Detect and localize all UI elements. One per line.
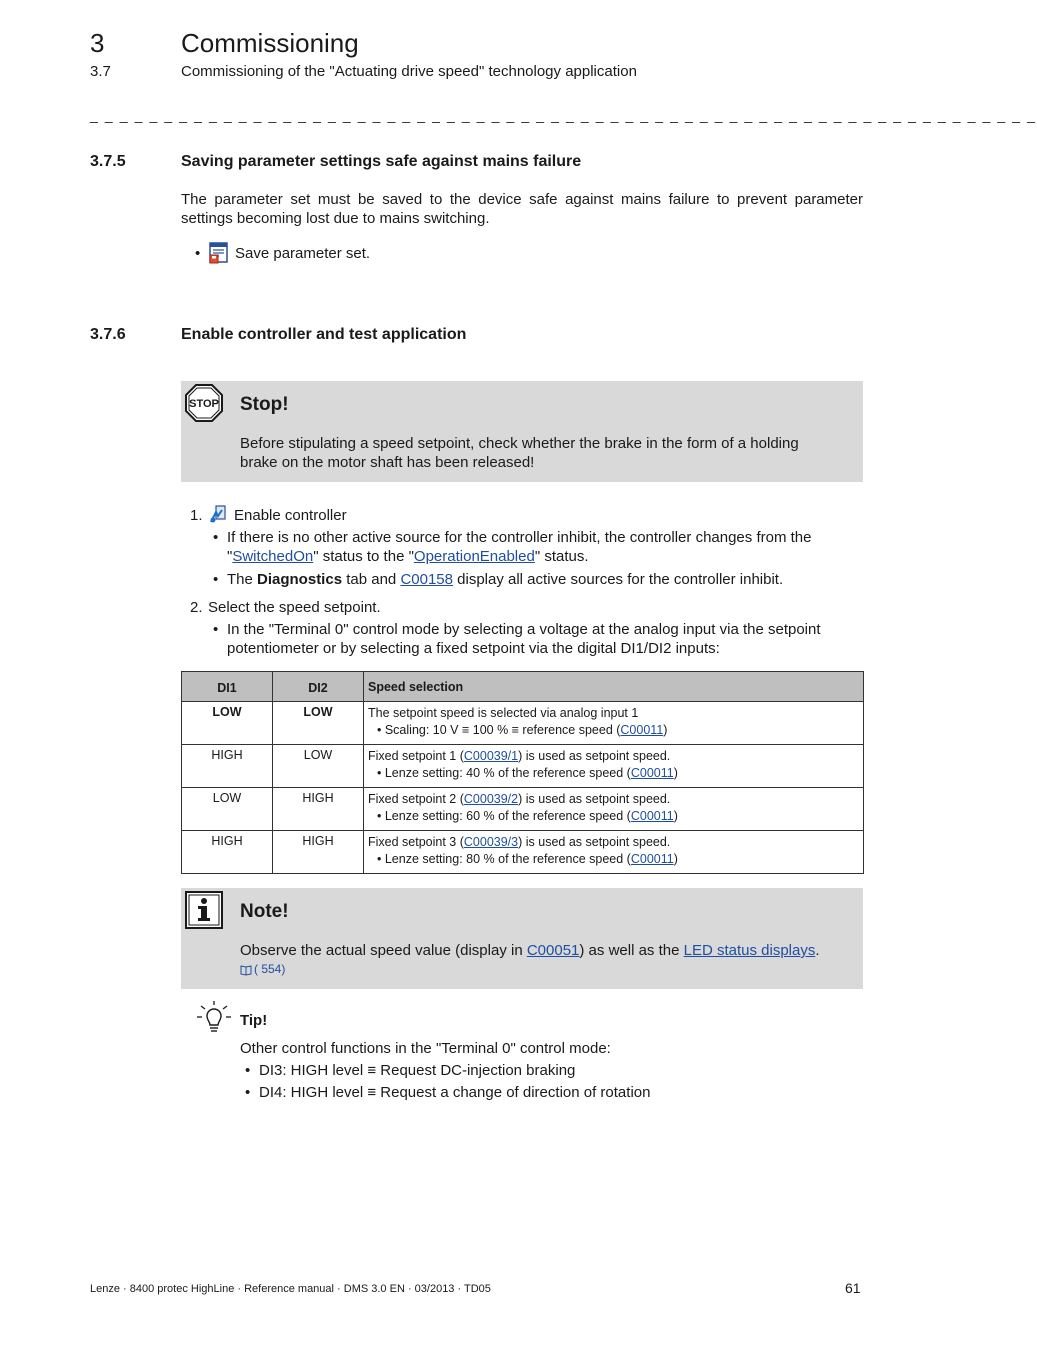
text-fragment: Fixed setpoint 3 ( (368, 835, 464, 849)
parameter-link[interactable]: C00039/2 (463, 792, 519, 806)
text-fragment: • Scaling: 10 V ≡ 100 % ≡ reference speed ( (377, 723, 621, 737)
parameter-link[interactable]: C00039/1 (463, 749, 519, 763)
c00011-link[interactable]: C00011 (630, 809, 674, 823)
text-fragment: Fixed setpoint 2 ( (368, 792, 464, 806)
step-1-number: 1. (190, 507, 203, 524)
subsection-number-376: 3.7.6 (90, 326, 126, 343)
c00011-link[interactable]: C00011 (620, 723, 664, 737)
save-parameter-label: Save parameter set. (235, 244, 371, 262)
switchedon-link[interactable]: SwitchedOn (232, 548, 314, 565)
lightbulb-icon (196, 1000, 232, 1041)
table-header-row (182, 672, 864, 702)
step-1-bullet-1 (227, 528, 857, 566)
page-reference-link[interactable] (240, 962, 285, 978)
text-fragment: " status. (534, 548, 589, 565)
cell-di2: HIGH (273, 788, 364, 831)
footer-text: Lenze · 8400 protec HighLine · Reference manual · DMS 3.0 EN · 03/2013 · TD05 (90, 1283, 491, 1295)
parameter-link[interactable]: C00039/3 (463, 835, 519, 849)
note-text (240, 941, 850, 960)
step-2-bullet-1: In the "Terminal 0" control mode by selecting a voltage at the analog input via the setpoint potentiometer or by selecting a fixed setpoint via the digital DI1/DI2 inputs: (227, 621, 821, 657)
text-fragment: display all active sources for the controller inhibit. (452, 571, 784, 588)
text-fragment: " status to the " (313, 548, 414, 565)
stop-icon (185, 384, 223, 427)
c00011-link[interactable]: C00011 (630, 852, 674, 866)
tip-item-di3: DI3: HIGH level ≡ Request DC-injection braking (259, 1062, 576, 1079)
table-row (182, 788, 864, 831)
page-number: 61 (845, 1280, 861, 1296)
text-fragment: The (227, 571, 258, 588)
text-fragment: ) (673, 852, 678, 866)
diagnostics-term: Diagnostics (257, 571, 343, 588)
svg-text:STOP: STOP (189, 398, 219, 410)
table-body (182, 702, 864, 874)
text-fragment: ) (663, 723, 668, 737)
text-fragment: ) is used as setpoint speed. (518, 835, 671, 849)
operationenabled-link[interactable]: OperationEnabled (413, 548, 535, 565)
enable-controller-icon[interactable] (208, 504, 228, 529)
speed-selection-text (368, 748, 863, 765)
text-fragment: • Lenze setting: 40 % of the reference speed ( (377, 766, 631, 780)
table-row (182, 702, 864, 745)
bullet-dot: • (245, 1084, 251, 1101)
speed-selection-detail (368, 808, 863, 825)
cell-di1: HIGH (182, 831, 273, 874)
speed-selection-text (368, 705, 863, 722)
cell-di1: LOW (182, 702, 273, 745)
chapter-number: 3 (90, 28, 105, 58)
text-fragment: The setpoint speed is selected via analog input 1 (368, 706, 639, 720)
text-fragment: • Lenze setting: 60 % of the reference speed ( (377, 809, 631, 823)
stop-text: Before stipulating a speed setpoint, check whether the brake in the form of a holding brake on the motor shaft has been released! (240, 435, 799, 471)
cell-speed-selection (364, 788, 864, 831)
cell-di1: LOW (182, 788, 273, 831)
info-icon (185, 891, 223, 934)
text-fragment: tab and (342, 571, 401, 588)
text-fragment: ) (673, 809, 678, 823)
table-row (182, 745, 864, 788)
note-title: Note! (240, 901, 289, 922)
speed-selection-detail (368, 765, 863, 782)
text-fragment: ) as well as the (579, 942, 684, 959)
speed-selection-text (368, 834, 863, 851)
text-fragment: • Lenze setting: 80 % of the reference speed ( (377, 852, 631, 866)
stop-title: Stop! (240, 394, 289, 415)
bullet-dot: • (213, 571, 219, 588)
text-fragment: ) (673, 766, 678, 780)
c00011-link[interactable]: C00011 (630, 766, 674, 780)
cell-di2: LOW (273, 702, 364, 745)
cell-di2: LOW (273, 745, 364, 788)
save-paragraph: The parameter set must be saved to the device safe against mains failure to prevent parameter settings becoming lost due to mains switching. (181, 191, 863, 227)
tip-intro: Other control functions in the "Terminal 0" control mode: (240, 1040, 611, 1057)
tip-title: Tip! (240, 1012, 268, 1029)
speed-selection-table (181, 671, 864, 874)
save-parameter-bullet (195, 242, 370, 264)
cell-di1: HIGH (182, 745, 273, 788)
cell-di2: HIGH (273, 831, 364, 874)
bullet-dot: • (213, 621, 219, 638)
text-fragment: If there is no other active source for the controller inhibit, the controller changes from the " (227, 529, 812, 565)
bullet-dot: • (245, 1062, 251, 1079)
text-fragment: Fixed setpoint 1 ( (368, 749, 464, 763)
column-header-speed-selection: Speed selection (364, 672, 864, 702)
table-row (182, 831, 864, 874)
text-fragment: ) is used as setpoint speed. (518, 792, 671, 806)
header-separator: _ _ _ _ _ _ _ _ _ _ _ _ _ _ _ _ _ _ _ _ _ _ _ _ _ _ _ _ _ _ _ _ _ _ _ _ _ _ _ _ _ _ _ _ _ _ _ _ _ _ _ _ _ _ _ _ _ _ _ _ _ _ _ _ (90, 107, 1037, 123)
speed-selection-detail (368, 851, 863, 868)
save-parameter-set-icon[interactable] (209, 242, 229, 264)
chapter-title: Commissioning (181, 28, 359, 58)
subsection-number-375: 3.7.5 (90, 153, 126, 170)
bullet-dot: • (213, 529, 219, 546)
column-header-di1: DI1 (182, 672, 273, 702)
c00051-link[interactable]: C00051 (526, 942, 580, 959)
cell-speed-selection (364, 702, 864, 745)
speed-selection-text (368, 791, 863, 808)
page-reference-text: ( 554) (254, 962, 286, 976)
c00158-link[interactable]: C00158 (400, 571, 453, 588)
cell-speed-selection (364, 745, 864, 788)
section-title: Commissioning of the "Actuating drive speed" technology application (181, 63, 637, 80)
speed-selection-detail (368, 722, 863, 739)
column-header-di2: DI2 (273, 672, 364, 702)
text-fragment: ) is used as setpoint speed. (518, 749, 671, 763)
step-2-label: Select the speed setpoint. (208, 599, 381, 616)
led-status-displays-link[interactable]: LED status displays (683, 942, 816, 959)
subsection-title-375: Saving parameter settings safe against mains failure (181, 153, 582, 170)
step-1-bullet-2 (227, 570, 857, 589)
cell-speed-selection (364, 831, 864, 874)
subsection-title-376: Enable controller and test application (181, 326, 467, 343)
step-2-number: 2. (190, 599, 203, 616)
bullet-dot: • (195, 244, 201, 262)
text-fragment: . (815, 942, 820, 959)
book-icon (240, 964, 252, 978)
step-1-label: Enable controller (234, 507, 347, 524)
text-fragment: Observe the actual speed value (display in (240, 942, 527, 959)
tip-item-di4: DI4: HIGH level ≡ Request a change of direction of rotation (259, 1084, 651, 1101)
section-number: 3.7 (90, 63, 111, 80)
